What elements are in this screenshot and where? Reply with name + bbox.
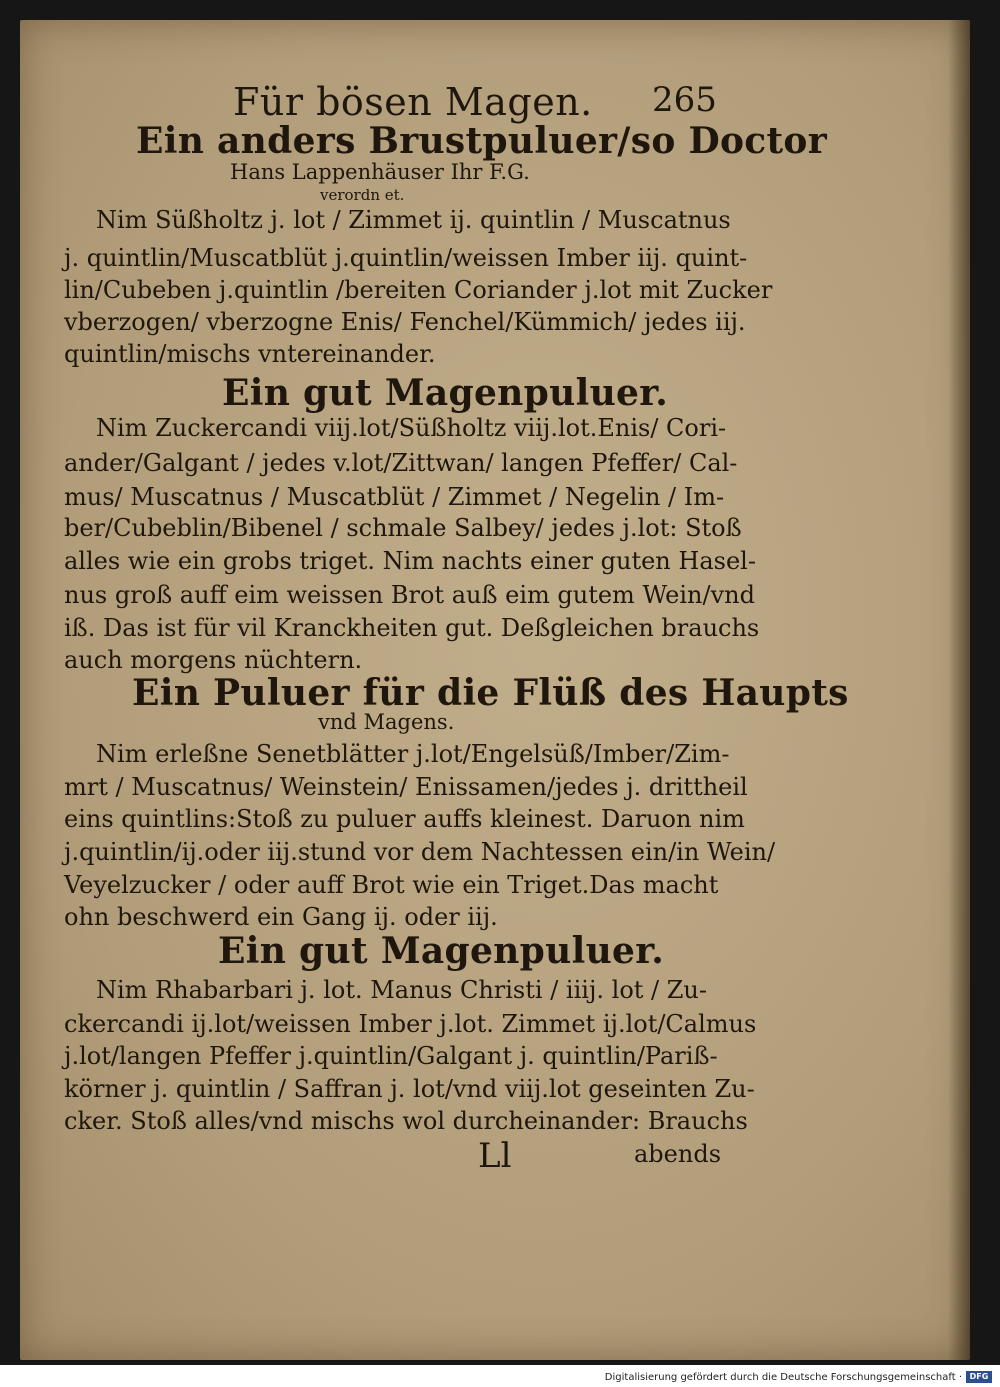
- recipe-text-line: nus groß auff eim weissen Brot auß eim gutem Wein/vnd: [64, 581, 755, 609]
- catchword: abends: [634, 1140, 722, 1168]
- running-head: Für bösen Magen.: [233, 80, 593, 124]
- page-gutter-shadow: [948, 20, 970, 1360]
- recipe-text-line: iß. Das ist für vil Kranckheiten gut. Deßgleichen brauchs: [64, 614, 760, 642]
- recipe-text-line: mus/ Muscatnus / Muscatblüt / Zimmet / Negelin / Im-: [64, 483, 725, 511]
- signature-mark: Ll: [478, 1136, 512, 1176]
- recipe-text-line: Nim erleßne Senetblätter j.lot/Engelsüß/Imber/Zim-: [96, 740, 730, 768]
- recipe-text-line: ander/Galgant / jedes v.lot/Zittwan/ langen Pfeffer/ Cal-: [64, 449, 738, 477]
- recipe-text-line: mrt / Muscatnus/ Weinstein/ Enissamen/jedes j. drittheil: [64, 773, 748, 801]
- recipe-text-line: ckercandi ij.lot/weissen Imber j.lot. Zimmet ij.lot/Calmus: [64, 1010, 757, 1038]
- recipe-text-line: körner j. quintlin / Saffran j. lot/vnd viij.lot geseinten Zu-: [64, 1075, 755, 1103]
- recipe-text-line: Nim Zuckercandi viij.lot/Süßholtz viij.lot.Enis/ Cori-: [96, 414, 727, 442]
- recipe-text-line: ohn beschwerd ein Gang ij. oder iij.: [64, 903, 498, 931]
- recipe-text-line: ber/Cubeblin/Bibenel / schmale Salbey/ jedes j.lot: Stoß: [64, 514, 742, 542]
- dfg-logo: DFG: [966, 1371, 992, 1383]
- recipe-text-line: vberzogen/ vberzogne Enis/ Fenchel/Kümmich/ jedes iij.: [64, 308, 746, 336]
- recipe-heading: Ein gut Magenpuluer.: [222, 372, 669, 414]
- recipe-text-line: eins quintlins:Stoß zu puluer auffs kleinest. Daruon nim: [64, 805, 745, 833]
- recipe-text-line: auch morgens nüchtern.: [64, 646, 363, 674]
- page-number: 265: [652, 80, 717, 120]
- recipe-text-line: Veyelzucker / oder auff Brot wie ein Triget.Das macht: [64, 871, 719, 899]
- recipe-subheading: vnd Magens.: [318, 710, 455, 734]
- recipe-text-line: quintlin/mischs vntereinander.: [64, 340, 436, 368]
- recipe-text-line: j. quintlin/Muscatblüt j.quintlin/weissen Imber iij. quint-: [64, 244, 748, 272]
- recipe-subheading: Hans Lappenhäuser Ihr F.G.: [230, 160, 530, 184]
- recipe-heading: Ein gut Magenpuluer.: [218, 930, 665, 972]
- funding-credit: Digitalisierung gefördert durch die Deutsche Forschungsgemeinschaft ·: [604, 1372, 962, 1383]
- recipe-subheading: verordn et.: [320, 186, 405, 204]
- recipe-heading: Ein anders Brustpuluer/so Doctor: [136, 120, 828, 162]
- recipe-text-line: alles wie ein grobs triget. Nim nachts einer guten Hasel-: [64, 547, 756, 575]
- recipe-text-line: Nim Süßholtz j. lot / Zimmet ij. quintlin / Muscatnus: [96, 206, 731, 234]
- recipe-text-line: Nim Rhabarbari j. lot. Manus Christi / iiij. lot / Zu-: [96, 976, 707, 1004]
- recipe-text-line: j.lot/langen Pfeffer j.quintlin/Galgant j. quintlin/Pariß-: [64, 1042, 718, 1070]
- recipe-text-line: cker. Stoß alles/vnd mischs wol durcheinander: Brauchs: [64, 1107, 748, 1135]
- recipe-heading: Ein Puluer für die Flüß des Haupts: [132, 672, 849, 714]
- recipe-text-line: lin/Cubeben j.quintlin /bereiten Coriander j.lot mit Zucker: [64, 276, 773, 304]
- recipe-text-line: j.quintlin/ij.oder iij.stund vor dem Nachtessen ein/in Wein/: [64, 838, 776, 866]
